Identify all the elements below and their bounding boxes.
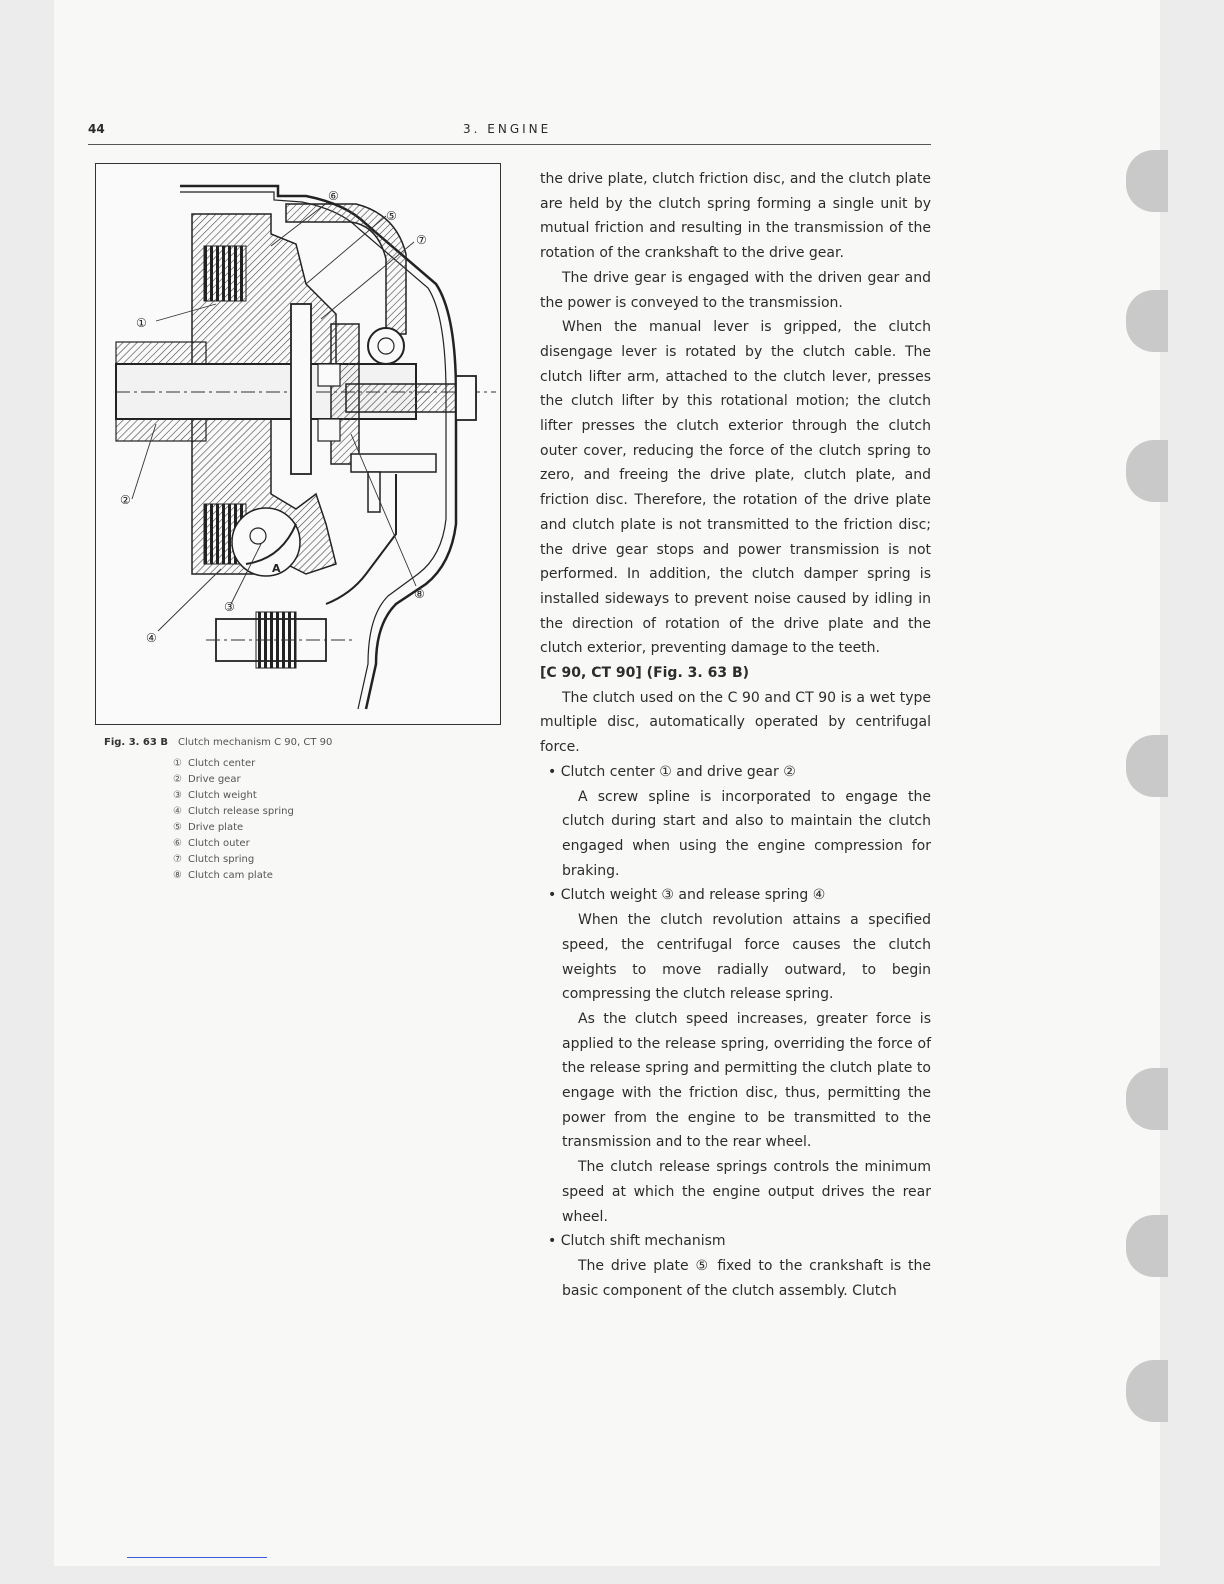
callout-2: ②: [120, 493, 131, 507]
legend-item: ⑧ Clutch cam plate: [173, 870, 273, 881]
section-title: 3. ENGINE: [463, 122, 552, 136]
binder-hole: [1126, 150, 1168, 212]
bullet-heading: • Clutch center ① and drive gear ②: [548, 763, 796, 780]
paragraph: As the clutch speed increases, greater force is applied to the release spring, overriding the force of the release spring and permitting the clutch plate to engage with the friction disc, thus, permitting the power from the engine to be transmitted to the transmission and to the rear wheel.: [562, 1010, 931, 1151]
binder-hole: [1126, 1360, 1168, 1422]
page-number: 44: [88, 122, 105, 136]
binder-hole: [1126, 440, 1168, 502]
clutch-diagram: [95, 163, 501, 725]
caption-text: Clutch mechanism C 90, CT 90: [177, 737, 333, 748]
callout-7: ⑦: [416, 233, 427, 247]
clutch-cross-section: [96, 164, 500, 724]
page-header: [88, 120, 931, 145]
legend-item: ③ Clutch weight: [173, 790, 257, 801]
bullet-heading: • Clutch weight ③ and release spring ④: [548, 887, 826, 904]
clutch-weight: [232, 508, 300, 576]
legend-item: ⑤ Drive plate: [173, 822, 244, 833]
binder-hole: [1126, 1215, 1168, 1277]
callout-6: ⑥: [328, 189, 339, 203]
caption-label: Fig. 3. 63 B: [104, 737, 168, 748]
binder-hole: [1126, 1068, 1168, 1130]
legend-item: ⑥ Clutch outer: [173, 838, 250, 849]
paragraph: When the clutch revolution attains a specified speed, the centrifugal force causes the clutch weights to move radially outward, to begin compressing the clutch release spring.: [562, 912, 931, 1003]
paragraph: The clutch used on the C 90 and CT 90 is a wet type multiple disc, automatically operated by centrifugal force.: [540, 689, 931, 756]
bullet-heading: • Clutch shift mechanism: [548, 1233, 726, 1250]
legend-item: ② Drive gear: [173, 774, 241, 785]
paragraph: When the manual lever is gripped, the clutch disengage lever is rotated by the clutch cable. The clutch lifter arm, attached to the clutch lever, presses the clutch lifter by this rotational motion; the clutch lifter presses the clutch exterior through the clutch outer cover, reducing the force of the clutch spring to zero, and freeing the drive plate, clutch plate, and friction disc. Therefore, the rotation of the drive plate and clutch plate is not transmitted to the friction disc; the drive gear stops and power transmission is not performed. In addition, the clutch damper spring is installed sideways to prevent noise caused by idling in the direction of rotation of the drive plate and the clutch exterior, preventing damage to the teeth.: [540, 319, 931, 657]
callout-8: ⑧: [414, 587, 425, 601]
figure-caption: [104, 737, 332, 748]
callout-4: ④: [146, 631, 157, 645]
paragraph: the drive plate, clutch friction disc, and the clutch plate are held by the clutch spring forming a single unit by mutual friction and resulting in the transmission of the rotation of the crankshaft to the drive gear.: [540, 171, 931, 262]
legend-item: ④ Clutch release spring: [173, 806, 294, 817]
letter-a-label: A: [272, 562, 281, 575]
paragraph: The drive plate ⑤ fixed to the crankshaft is the basic component of the clutch assembly. Clutch: [562, 1257, 931, 1299]
binder-hole: [1126, 290, 1168, 352]
paragraph: A screw spline is incorporated to engage the clutch during start and also to maintain the clutch engaged when using the engine compression for braking.: [562, 788, 931, 879]
paragraph: The drive gear is engaged with the driven gear and the power is conveyed to the transmission.: [540, 269, 931, 311]
section-heading: [C 90, CT 90] (Fig. 3. 63 B): [540, 665, 750, 682]
callout-1: ①: [136, 316, 147, 330]
friction-discs-top: [204, 246, 246, 301]
paragraph: The clutch release springs controls the minimum speed at which the engine output drives the rear wheel.: [562, 1159, 931, 1225]
callout-5: ⑤: [386, 209, 397, 223]
figure-legend: [173, 756, 294, 884]
legend-item: ⑦ Clutch spring: [173, 854, 255, 865]
binder-hole: [1126, 735, 1168, 797]
legend-item: ① Clutch center: [173, 758, 256, 769]
callout-3: ③: [224, 600, 235, 614]
footer-rule: [127, 1557, 267, 1558]
body-text: [540, 167, 931, 1303]
